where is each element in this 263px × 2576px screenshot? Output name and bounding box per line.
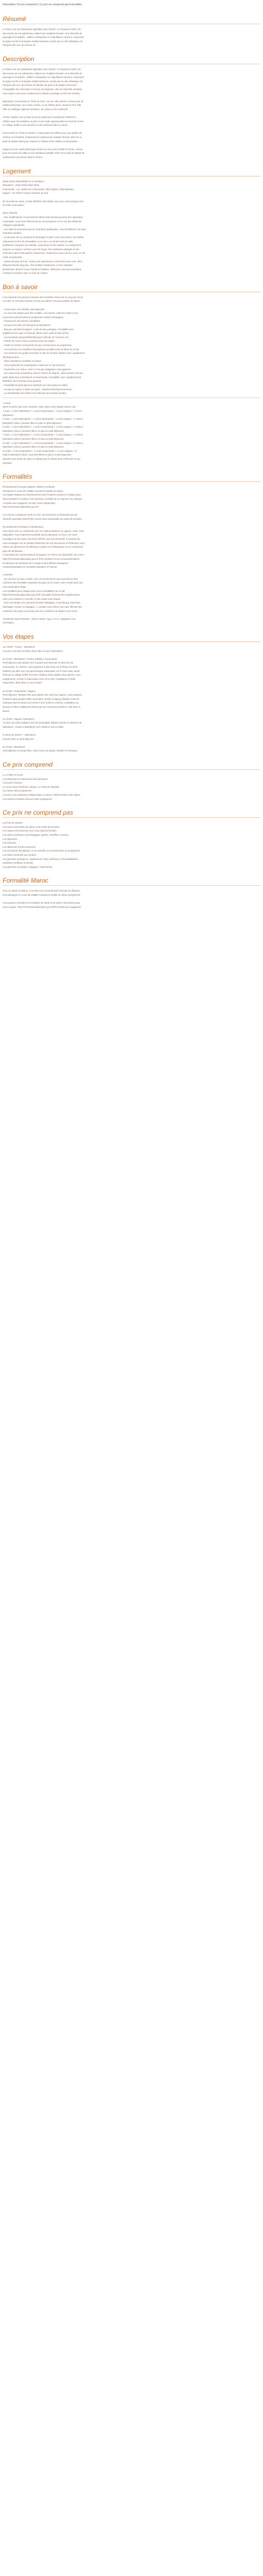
section-5 xyxy=(3,473,260,625)
text-line: http://XXXXwww.diplomatie.gouv.fr/fr/ (actualité évoluant très régulièrement, xyxy=(3,593,80,597)
text-line: Selon la durée que vous choisirez, votre séjour sera réparti comme suit : xyxy=(3,405,77,409)
section-body xyxy=(3,821,260,869)
text-line: - Bivouac standard à Zagora : suite de lune partagée. Possibilité avec xyxy=(3,328,74,331)
text-line: - Prévoir de l'eau et de la nourriture pour les trajets. xyxy=(3,340,55,343)
section-9 xyxy=(3,877,260,909)
section-8 xyxy=(3,809,260,869)
text-line: votre destination finale. xyxy=(3,586,27,589)
text-line: ensuite la plus grande Oasis marocaine, arrivée à Zagora (balade à dos de xyxy=(3,697,79,700)
text-line: L'hospitalité des marocains n'est pas une légende, elle est culturelle, pendant xyxy=(3,87,82,91)
text-line: et-adresses-du-ministere-de-l-europe-et-des-affaires-etrangeres- xyxy=(3,561,69,564)
text-line: supplément de loger en bivouac deluxe avec salle de bain privée. xyxy=(3,332,70,335)
text-line: découverte de son patrimoine culturel aux multiples facettes. Une diversité de xyxy=(3,72,82,75)
text-line: Temps libre, dîner libre et nuit à l'hôtel. xyxy=(3,681,43,685)
section-body xyxy=(3,773,260,801)
text-line: uniquement à dos de dromadaire ou en 4x4. Les tentes sont de style xyxy=(3,240,73,243)
text-line: médina historique, ses souks colorés, et sa célèbre place Jemaa el-Fna. Elle xyxy=(3,104,82,107)
text-line: cinéma et sa kasbah, notamment la majestueuse Kasbah Taourirt. Elle est un xyxy=(3,136,82,139)
spacer xyxy=(3,143,260,147)
text-line: bénéficier de la formule demi-pension. xyxy=(3,380,42,383)
text-line: l'autorité parentale doivent être munis d'une autorisation de sortie de territoire. xyxy=(3,517,83,520)
text-line: Pour un séjour au Maroc, il convient aux ressortissants français de disposer xyxy=(3,889,80,893)
text-line: assistance juridique et pénale. xyxy=(3,861,34,865)
text-line: Le circuit selon l'itinéraire indiqué, en véhicule climatisé. xyxy=(3,785,60,788)
text-line: touristique ou tout autre document officiel vous soit demandé. Il convient de xyxy=(3,537,80,540)
text-line: Les repas et les boissons non inclus dans la formule. xyxy=(3,829,57,833)
spacer xyxy=(3,195,260,200)
text-line: disposent de lits king size, d'un mobilier traditionnel, et d'un sanitaire xyxy=(3,264,73,267)
section-1 xyxy=(3,55,260,160)
text-line: Zagora : Tizi Désert Camp Caravane du sud xyxy=(3,192,48,195)
text-line: - Pour tout départ d'un aéroport frontalier (Belgique, Luxembourg, Pays-Bas, xyxy=(3,601,81,605)
text-line: Les divers pourboires (sont bagages, guides, chauffeur, service). xyxy=(3,833,69,836)
text-line: - Accueil à la sortie de l'aéroport de Marrakech. xyxy=(3,324,51,327)
text-line: Petit-déjeuner puis départ vers le grand sud marocain en direction de xyxy=(3,661,74,665)
text-line: 2/3/4/5/6 xyxy=(3,461,12,464)
section-body xyxy=(3,295,260,395)
text-line: - En cas d'un vol avec escale, vous vous informerez que vous devrez être xyxy=(3,577,78,580)
text-line: - Les repas selon programme dans le désert de Zagora : demi-pension incluse, xyxy=(3,372,84,375)
text-line: Allemagne, Suisse ou Espagne...), veuillez vous référer aux sites officiels des xyxy=(3,606,82,609)
spacer xyxy=(3,509,260,513)
text-line: pour ses dunes de sable et son ambiance paisible. Elle est le point de départ de xyxy=(3,152,85,155)
section-title: Formalité Maroc xyxy=(3,877,260,886)
section-title: Formalités xyxy=(3,473,260,482)
spacer xyxy=(3,741,260,745)
section-title: Description xyxy=(3,55,260,64)
text-line: immersion dans l'atmosphère saharienne, notamment autour du feu, sous un ciel xyxy=(3,252,86,255)
section-title: Ce prix comprend xyxy=(3,761,260,770)
text-line: - Possibilité de petit déjeuner matinale (sur réservation la veille). xyxy=(3,383,68,387)
text-line: - La classification des hôtels est conforme aux normes locales. xyxy=(3,392,67,395)
text-line: meae/ambassades-et-consulats-etrangers-en-france/ xyxy=(3,566,57,569)
text-line: 4e JOUR : Zagora / Marrakech xyxy=(3,717,35,720)
text-line: En tout état de cause, la liste définitive des hôtels vous sera communiquée lors xyxy=(3,200,84,203)
text-line: petits déjeuners à Marrakech et Ouarzazate. Possibilité, avec supplément de xyxy=(3,375,82,379)
text-line: Marrakech. Arrivée à Marrakech vers 19h30 et nuit en Riad. xyxy=(3,725,64,728)
text-line: http://XXXXwww.diplomatie.gouv.fr /fr/le-ministere-et-son-reseau/annuaires- xyxy=(3,557,80,560)
text-line: Les règles relatives au franchissement des frontières propres à chaque pays xyxy=(3,493,81,497)
text-line: marquée par une succession de ... xyxy=(3,44,38,47)
text-line: - Les riads ne proposent pas de chambres quadruples, vous bénéficierez de deux xyxy=(3,227,86,231)
text-line: Accueil et transfert à l'hôtel. Dîner libre et nuit à Marrakech. xyxy=(3,649,64,652)
text-line: Les entrées et visites prévues selon programme. xyxy=(3,797,53,800)
section-4 xyxy=(3,398,260,465)
spacer xyxy=(3,685,260,689)
text-line: conforme des formalités sanitaires du pays où se trouve votre escale ainsi que xyxy=(3,581,83,584)
text-line: Riads (selon disponibilité et ou similaire) : xyxy=(3,180,45,183)
text-line: Petit-déjeuner. Matinée libre puis départ vers 16h pour Zagora. Vous longerez xyxy=(3,693,83,697)
text-line: désert. xyxy=(3,709,10,712)
text-line: car elles ne sont pas incluses et l'eau du robinet n'est pas potable au Maroc. xyxy=(3,300,81,303)
text-line: marquée par une succession de falaises de grès et de plages immenses. xyxy=(3,84,78,87)
section-body xyxy=(3,645,260,753)
text-line: excursions prévues dans le programme restent inchangées. xyxy=(3,315,64,319)
text-line: - Visites et entrées monuments tel que mentionnées au programme. xyxy=(3,344,73,346)
text-line: même vos démarches de délivrance auprès de l'ambassade ou du consulat du xyxy=(3,546,83,549)
text-line: Journée libre en petit déjeuner. xyxy=(3,737,35,740)
text-line: 3EUR/personne. xyxy=(3,355,20,359)
text-line: 6 nuits : 1 nuit à Marrakech + 1 nuit à Ouarzazate + 1 nuit à Zagora + 3 nuits à xyxy=(3,425,83,429)
page-container xyxy=(0,0,263,909)
spacer xyxy=(3,569,260,573)
text-line: "conseils aux voyageurs" du site France Diplomatie, xyxy=(3,501,56,504)
text-line: Les repas éventuels aux escales. xyxy=(3,853,37,856)
text-line: privatif avec douche à eau chaude et toilettes. Idéal pour ceux qui souhaitent xyxy=(3,267,82,271)
text-line: Le Maroc est une destination agréable toute l'année. Le Royaume invite à la xyxy=(3,67,81,71)
text-line: Le Maroc est une destination agréable toute l'année. Le Royaume invite à la xyxy=(3,28,81,31)
spacer xyxy=(3,653,260,657)
text-line: 1er JOUR : France - Marrakech xyxy=(3,646,35,648)
spacer xyxy=(3,303,260,308)
text-line: la région du Rif et la façade méditerranéenne, tandis que la côte atlantique est xyxy=(3,39,83,43)
text-line: vous renseigner sur les détails d'obtention de ces documents et d'effectuer vous- xyxy=(3,541,86,544)
text-line: Marrakech xyxy=(3,413,14,417)
text-line: - Le bivouac est un campement aménagé en plein coeur des dunes, accessible xyxy=(3,235,84,239)
text-line: 2e JOUR : Marrakech / Aït Ben Haddou / Ouarzazate xyxy=(3,657,57,660)
text-line: INFO VERITÉ xyxy=(3,212,17,215)
section-title: Vos étapes xyxy=(3,633,260,642)
text-line: - Circuit avec une clientèle internationale. xyxy=(3,308,45,311)
text-line: offre un mélange captivant d'histoire, de culture et de modernité. xyxy=(3,107,68,111)
text-line: découverte de son patrimoine culturel aux multiples facettes. Une diversité de xyxy=(3,32,82,35)
section-title: Bon à savoir xyxy=(3,283,260,292)
section-title: Logement xyxy=(3,167,260,176)
spacer xyxy=(3,521,260,526)
text-line: (2260m) qui offre une vue panoramique saisissante sur le Haut Atlas, avant xyxy=(3,669,80,672)
text-line: 9 nuits : 1 nuit à Marrakech + 1 nuit à Ouarzazate + 1 nuit à Zagora + 6 nuits à xyxy=(3,441,83,444)
text-line: Marrakech (dont 2 journées libres en plus en petit déjeuner) xyxy=(3,429,64,432)
text-line: étoilé exceptionnel. xyxy=(3,255,23,259)
text-line: nuits à Marrakech (dont 7 journées libres en plus en petit déjeuner) xyxy=(3,453,72,457)
text-line: - Les services d'un chauffeur francophone pendant toute la durée du circuit. xyxy=(3,348,80,351)
text-line: Les dépenses d'ordre personnel xyxy=(3,845,36,848)
text-line: Les taxes éventuelles de séjour et de sortie du territoire. xyxy=(3,825,60,828)
section-3 xyxy=(3,283,260,395)
text-line: point de départ idéal pour explorer le Sahara et les vallées environnantes. xyxy=(3,140,78,143)
text-line: http://XXXXwww.diplomatie.gouv.fr/. xyxy=(3,506,39,509)
text-line: combiner l'aventure avec un luxe de confort. xyxy=(3,272,48,275)
text-line: 7 nuits : 1 nuit à Marrakech + 1 nuit à Ouarzazate + 1 nuit à Zagora + 4 nuits à xyxy=(3,433,83,437)
text-line: Le forfait taxes et redevances des aéroports. xyxy=(3,777,48,780)
text-line: 5 nuits : 1 nuit à Marrakech + 1 nuit à Ouarzazate + 1 nuit à Zagora + 2 nuits à xyxy=(3,418,83,421)
section-body xyxy=(3,889,260,909)
text-line: Vous pouvez consulter les formalités de santé et de police nécessaires pour xyxy=(3,901,80,905)
text-line: paysages incroyables : vallées verdoyantes et magnifiques canyons composent xyxy=(3,76,84,79)
text-line: Zagora est une oasis pittoresque située au coeur de la vallée du Draa, connue xyxy=(3,147,83,151)
section-0 xyxy=(3,15,260,47)
spacer xyxy=(3,897,260,901)
text-line: Aït Ben Haddou est un ksar inscrit au patrimoine mondial de l'UNESCO, xyxy=(3,116,76,119)
text-line: de votre convocation. xyxy=(3,204,25,207)
text-line: Les frais de dossier. xyxy=(3,821,24,825)
section-title: Résumé xyxy=(3,15,260,24)
text-line: Au lever du soleil, balade à dos de dromadaire Départ ensuite en direction de xyxy=(3,721,82,725)
section-body xyxy=(3,180,260,275)
text-line: 5 JOUR au JOUR 7 : Marrakech xyxy=(3,734,36,737)
text-line: Marrakech, surnommée la "Perle du Sud", est une ville animée connue pour sa xyxy=(3,100,84,103)
text-line: votre voyage : http://XXXXwww.diplomatie.gouv.fr/fr/conseils-aux-voyageurs/ xyxy=(3,905,81,908)
text-line: Les mineurs voyageant seuls ou avec une personne ne disposant pas de xyxy=(3,513,78,517)
text-line: étant amenées à évoluer, il est vivement conseillé de se reporter à la rubrique xyxy=(3,498,82,500)
section-body xyxy=(3,67,260,160)
text-line: 8e JOUR : Marrakech xyxy=(3,745,25,748)
text-line: 11 nuits : 1 nuit à Marrakech + 1 nuit à Ouarzazate + 1 nuit à Zagora + 8 xyxy=(3,449,77,452)
text-line: Les modalités pour chaque pays sont consultables sur le site xyxy=(3,589,65,592)
text-line: pays de destination. xyxy=(3,549,24,552)
content-sections xyxy=(3,15,260,909)
text-line: - La taxe de séjour à régler sur place : 2EUR/3-3EUR/personne/nuit. xyxy=(3,388,73,391)
text-line: bivouac et dîner traditionnel animé par des musiciens berbères. Nuit dans le xyxy=(3,705,80,708)
text-line: A NOTER xyxy=(3,573,13,577)
text-line: - Les services d'un guide local dans la ville de Aït Ben Haddou avec supplément : xyxy=(3,352,86,355)
spacer xyxy=(3,95,260,100)
text-line: la région du Rif et la façade méditerranéenne, tandis que la côte atlantique est xyxy=(3,80,83,83)
text-line: A savoir xyxy=(3,401,11,404)
text-line: chameau dans le désert au moment où le soleil se couche). Installation au xyxy=(3,701,79,705)
text-line: Marrakech (dont 5 journées libres en plus en petit déjeuner) xyxy=(3,445,64,449)
text-line: Marrakech : Riad Arabia Riad Tarka xyxy=(3,184,39,187)
text-line: Passeport en cours de validité couvrant la totalité du séjour. xyxy=(3,489,64,492)
breadcrumb: Description Ce prix comprend / Ce prix ne comprend pas Formalités xyxy=(3,3,82,6)
text-line: - Circuit garantie de 2 participants, maximum 17 par mini-bus. xyxy=(3,363,66,366)
text-line: traditionnel, équipées de matelas, couvertures et lits simples. Le campement xyxy=(3,244,81,247)
text-line: nous vous invitons à consulter ce lien avant votre départ. xyxy=(3,597,61,600)
text-line: chambres doubles. xyxy=(3,232,23,235)
text-line: votre séjour vous serez certainement sollicité à partager un thé à la menthe. xyxy=(3,92,80,95)
text-line: Les excursions facultatives, et les activités non mentionnées au programme. xyxy=(3,849,81,853)
text-line: 4 nuits : 1 nuit à Marrakech + 1 nuit à Ouarzazate + 1 nuit à Zagora + 1 nuit à xyxy=(3,409,82,412)
section-body xyxy=(3,401,260,465)
section-2 xyxy=(3,167,260,275)
text-line: Ressortissants français (adultes, bébés et enfants) : xyxy=(3,486,56,489)
text-line: L'accès à une assistance téléphonique au Maroc 24h/24 durant votre séjour. xyxy=(3,794,81,796)
text-line: ministères des pays concernés pour les conditions de départ et de retour. xyxy=(3,609,78,612)
text-line: Les repas selon programme. xyxy=(3,789,32,792)
text-line: COURANT ELECTRIQUE : 220V et 50Hz, Type C et E. Adaptateur non xyxy=(3,617,76,620)
text-line: Les garanties annulation, bagages, retard aérien. xyxy=(3,865,53,868)
section-body xyxy=(3,27,260,47)
text-line: propose un espace commun pour les repas, des sanitaires partagés et une xyxy=(3,247,79,251)
spacer xyxy=(3,207,260,212)
text-line: nationalité. Il est notamment possible qu'un passeport, un visa, une carte xyxy=(3,533,77,537)
spacer xyxy=(3,613,260,617)
text-line: Les boissons. xyxy=(3,841,17,845)
text-line: Marrakech (dont 3 journées libres en plus en petit déjeuner) xyxy=(3,438,64,441)
text-line: L'accueil à l'arrivée. xyxy=(3,781,23,785)
spacer xyxy=(3,127,260,132)
text-line: - Des modifications concernant les hôtels sélectionnés peuvent être apportées. xyxy=(3,215,84,219)
text-line: Marrakech (dont 1 journée libre en plus en petit déjeuner) xyxy=(3,421,62,424)
text-line: d'arriver au village fortifié d'Aït Ben Haddou (visite guidée francophone, avec xyxy=(3,673,81,677)
text-line: célèbre pour ses kasbahs en pisé et son cadre spectaculaire au bord de l'oued. xyxy=(3,120,84,123)
text-line: - Notre assistance complète sur place. xyxy=(3,360,42,363)
section-7 xyxy=(3,761,260,801)
spacer xyxy=(3,112,260,116)
spacer xyxy=(3,713,260,717)
text-line: Ressortissants étrangers et binationaux : xyxy=(3,526,45,529)
text-line: paysages incroyables : vallées verdoyantes et magnifiques canyons composent xyxy=(3,36,84,39)
text-line: Ouarzazate. En chemin, vous passerez le plus haut col d'Afrique du Nord xyxy=(3,665,78,668)
section-title: Ce prix ne comprend pas xyxy=(3,809,260,818)
text-line: L'ensemble des représentations étrangères en France est disponible via ce lien : xyxy=(3,553,85,557)
text-line: d'un passeport en cours de validité couvrant la totalité du séjour programmé. xyxy=(3,893,81,896)
text-line: Le vol aller et retour. xyxy=(3,774,24,777)
text-line: Ce village fortifié a servi de décor à de nombreux films et séries. xyxy=(3,124,68,127)
text-line: Cependant, nous nous efforcerons de vous proposer en ce cas des hôtels de xyxy=(3,220,82,223)
text-line: Ouarzazate : Les Jardins de Ouarzazate, hôtel Zaghro, Riad Bankara xyxy=(3,187,74,191)
text-line: Suivant votre durée de séjour le départ pour le désert peut s'effectuer le jour xyxy=(3,458,80,461)
text-line: - Le sens des étapes peut être modifié, voir inversé, mais les visites et les xyxy=(3,312,78,315)
text-line: - Les transferts aéroport/hôtel/aéroport véhicule de Tourisme A/C. xyxy=(3,335,70,339)
text-line: catégorie équivalente. xyxy=(3,224,25,227)
text-line: Il est important de penser à acheter des bouteilles d'eau tout au long du circuit, xyxy=(3,295,84,299)
text-line: nombreuses excursions dans le désert. xyxy=(3,156,43,159)
text-line: - Option bivouac de luxe : tentes plus spacieuses et décorées avec soin, elles xyxy=(3,260,82,263)
text-line: 3e JOUR : Ouarzazate / Zagora xyxy=(3,689,35,692)
text-line: - Pourboires non inclus, celui-ci n'est pas obligatoire mais apprécié. xyxy=(3,368,72,371)
text-line: Vous devez être en conformité avec les réglementations en vigueur, selon votre xyxy=(3,529,84,532)
section-body xyxy=(3,485,260,625)
text-line: nécessaire. xyxy=(3,621,15,625)
text-line: Petit-déjeuner et temps libre, selon heure de départ, transfert à l'aéroport. xyxy=(3,749,78,752)
text-line: Les garanties assistance, rapatriement, frais médicaux et d'hospitalisation, xyxy=(3,857,79,860)
text-line: - Chaussures de marche conseillées. xyxy=(3,320,41,323)
text-line: Les déjeuners. xyxy=(3,837,18,840)
section-6 xyxy=(3,633,260,753)
text-line: supplément). Arrivée à Ouarzazate entre 15 et 16h. Installation à l'hôtel. xyxy=(3,677,76,680)
spacer xyxy=(3,729,260,733)
text-line: Surnommée la "Porte du Désert", Ouarzazate est célèbre pour ses studios de xyxy=(3,132,82,135)
